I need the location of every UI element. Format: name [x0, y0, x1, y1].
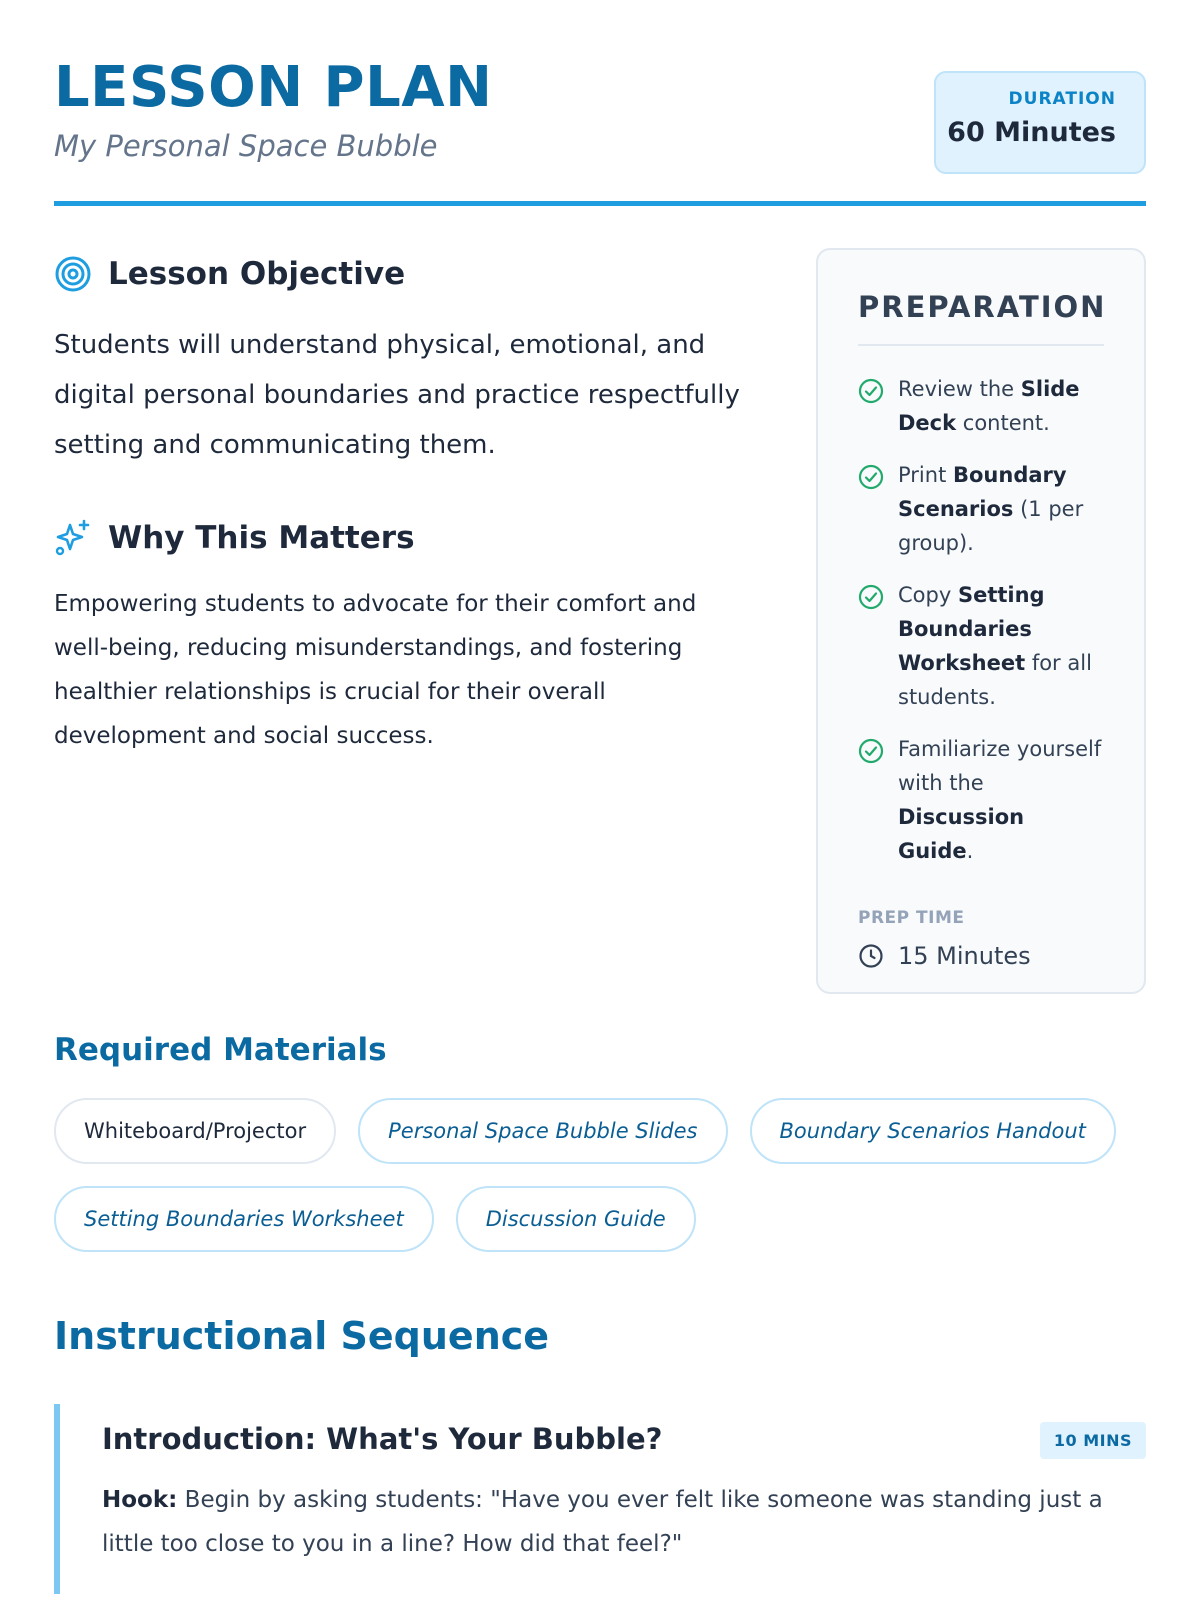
step-body: Hook: Begin by asking students: "Have you ever felt like someone was standing just a little too close to you in a line? How did that feel?" — [102, 1487, 1103, 1557]
why-text: Empowering students to advocate for their comfort and well-being, reducing misunderstandings, and fostering healthier relationships is crucial for their overall development and social success. — [54, 591, 697, 749]
list-item — [858, 458, 1104, 560]
preparation-list — [858, 372, 1104, 868]
material-link-discussion-guide[interactable]: Discussion Guide — [456, 1186, 696, 1252]
prep-time-value: 15 Minutes — [858, 942, 1104, 970]
objective-heading-text: Lesson Objective — [108, 256, 406, 292]
overview-section — [54, 206, 1146, 996]
materials-heading: Required Materials — [54, 1032, 387, 1068]
materials-section — [54, 1032, 1146, 1274]
check-circle-icon — [858, 738, 884, 764]
preparation-title: PREPARATION — [858, 290, 1104, 346]
materials-chips — [54, 1098, 1146, 1274]
header — [54, 0, 1146, 206]
clock-icon — [858, 943, 884, 969]
step-duration-badge: 10 MINS — [1040, 1422, 1146, 1459]
duration-label: DURATION — [1008, 89, 1116, 109]
why-heading — [54, 514, 774, 562]
check-circle-icon — [858, 584, 884, 610]
preparation-card — [816, 248, 1146, 994]
prep-time-label: PREP TIME — [858, 908, 965, 928]
objective-text: Students will understand physical, emotional, and digital personal boundaries and practice respectfully setting and communicating them. — [54, 330, 740, 460]
left-column — [54, 250, 774, 758]
check-circle-icon — [858, 378, 884, 404]
material-link-slides[interactable]: Personal Space Bubble Slides — [358, 1098, 727, 1164]
material-link-scenarios[interactable]: Boundary Scenarios Handout — [750, 1098, 1116, 1164]
target-icon — [54, 255, 92, 293]
sequence-step — [54, 1404, 1146, 1594]
duration-badge — [934, 71, 1146, 174]
prep-item-text: Copy Setting Boundaries Worksheet for all students. — [898, 583, 1092, 709]
sequence-heading: Instructional Sequence — [54, 1314, 550, 1358]
page-title: LESSON PLAN — [54, 55, 493, 120]
list-item — [858, 372, 1104, 440]
prep-item-text: Review the Slide Deck content. — [898, 377, 1080, 435]
material-chip-whiteboard: Whiteboard/Projector — [54, 1098, 336, 1164]
material-link-worksheet[interactable]: Setting Boundaries Worksheet — [54, 1186, 434, 1252]
prep-item-text: Familiarize yourself with the Discussion Guide. — [898, 737, 1102, 863]
why-heading-text: Why This Matters — [108, 520, 415, 556]
objective-heading — [54, 250, 774, 298]
prep-item-text: Print Boundary Scenarios (1 per group). — [898, 463, 1084, 555]
page-subtitle: My Personal Space Bubble — [54, 129, 438, 163]
list-item — [858, 732, 1104, 868]
duration-value: 60 Minutes — [947, 117, 1116, 148]
list-item — [858, 578, 1104, 714]
sparkles-icon — [54, 519, 92, 557]
step-title: Introduction: What's Your Bubble? — [102, 1422, 663, 1456]
check-circle-icon — [858, 464, 884, 490]
